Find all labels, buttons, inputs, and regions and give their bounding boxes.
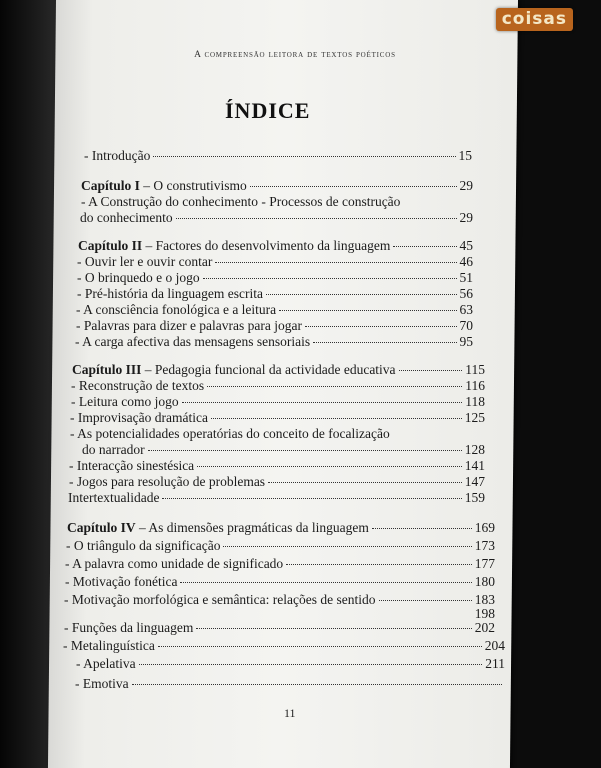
toc-chapter-title: – As dimensões pragmáticas da linguagem [135,520,369,535]
toc-leader-dots [268,482,462,483]
toc-entry-page: 95 [459,334,473,349]
toc-entry-page: 15 [458,148,472,163]
toc-entry [71,378,485,394]
toc-entry-page: 180 [474,574,495,589]
toc-entry-page: 159 [464,490,485,505]
toc-leader-dots [162,498,461,499]
toc-entry [64,620,495,636]
toc-leader-dots [211,418,462,419]
toc-entry [82,442,485,458]
toc-entry-label: - Jogos para resolução de problemas [69,474,266,489]
toc-leader-dots [250,186,457,187]
toc-entry-label: - O brinquedo e o jogo [77,270,200,285]
toc-entry [65,574,495,590]
toc-entry-page: 51 [459,270,473,285]
toc-entry-page: 29 [459,178,473,193]
toc-leader-dots [176,218,457,219]
toc-entry-label: - Interacção sinestésica [69,458,195,473]
toc-entry-label: Intertextualidade [68,490,160,505]
toc-entry [68,490,485,506]
toc-entry-label: - Metalinguística [63,638,155,653]
toc-entry-label: - A consciência fonológica e a leitura [76,302,277,317]
toc-entry-label: do conhecimento [80,210,173,225]
toc-entry-page: 125 [464,410,485,425]
toc-entry [69,474,485,490]
toc-entry-label: - Leitura como jogo [71,394,179,409]
toc-entry [76,656,505,672]
toc-leader-dots [158,646,482,647]
toc-entry-page: 141 [464,458,485,473]
toc-entry-label: - Reconstrução de textos [71,378,205,393]
toc-leader-dots [203,278,457,279]
toc-entry-label: - A carga afectiva das mensagens sensoriais [75,334,311,349]
toc-chapter-label: Capítulo I [81,178,140,193]
toc-entry [76,302,473,318]
toc-leader-dots [393,246,456,247]
toc-entry [77,254,473,270]
toc-entry-page: 169 [474,520,495,535]
toc-entry-label: - A palavra como unidade de significado [65,556,284,571]
toc-leader-dots [223,546,471,547]
toc-leader-dots [132,684,502,685]
toc-entry-label: - Motivação fonética [65,574,178,589]
toc-leader-dots [196,628,471,629]
toc-entry-label: - Funções da linguagem [64,620,194,635]
toc-leader-dots [153,156,455,157]
toc-chapter-title: – Factores do desenvolvimento da linguagem [142,238,391,253]
toc-leader-dots [379,600,472,601]
toc-leader-dots [305,326,457,327]
toc-chapter-label: Capítulo II [78,238,143,253]
toc-entry-page: 118 [465,394,485,409]
toc-chapter-entry [78,238,473,254]
toc-leader-dots [286,564,472,565]
toc-leader-dots [266,294,457,295]
toc-entry [77,270,473,286]
toc-entry-page: 116 [465,378,485,393]
toc-entry-label: - Pré-história da linguagem escrita [77,286,263,301]
toc-entry-label-line1: - As potencialidades operatórias do conceito de focalização [70,426,390,441]
page-number: 11 [284,706,296,720]
toc-leader-dots [180,582,471,583]
toc-entry-label: - Apelativa [76,656,136,671]
toc-leader-dots [182,402,463,403]
toc-entry-label: - Motivação morfológica e semântica: relações de sentido [64,592,376,607]
toc-chapter-label: Capítulo IV [67,520,136,535]
toc-leader-dots [148,450,462,451]
running-head: A compreensão leitora de textos poéticos [194,50,396,60]
toc-entry-label: - Introdução [84,148,151,163]
toc-entry-label: - Ouvir ler e ouvir contar [77,254,213,269]
toc-entry [75,676,505,692]
toc-entry-page: 45 [459,238,473,253]
toc-chapter-title: – Pedagogia funcional da actividade educativa [141,362,396,377]
toc-entry-label: - O triângulo da significação [66,538,221,553]
toc-entry [80,210,473,226]
toc-entry [75,334,473,350]
toc-entry-page: 202 [474,620,495,635]
toc-entry-page: 46 [459,254,473,269]
toc-leader-dots [313,342,456,343]
toc-entry [70,410,485,426]
toc-entry [76,318,473,334]
toc-entry [71,394,485,410]
toc-leader-dots [372,528,472,529]
toc-leader-dots [207,386,462,387]
toc-entry [63,638,505,654]
toc-entry-page: 147 [464,474,485,489]
toc-leader-dots [139,664,483,665]
toc-entry-page: 70 [459,318,473,333]
toc-entry-page: 115 [465,362,485,377]
toc-entry-label: - Emotiva [75,676,129,691]
toc-entry-label: - Improvisação dramática [70,410,208,425]
toc-entry-page: 183 [474,592,495,607]
toc-chapter-title: – O construtivismo [139,178,247,193]
toc-leader-dots [215,262,456,263]
toc-leader-dots [279,310,456,311]
toc-entry-page: 128 [464,442,485,457]
toc-entry-page: 173 [474,538,495,553]
toc-entry-label: do narrador [82,442,145,457]
toc-entry-page: 56 [459,286,473,301]
toc-chapter-entry [81,178,473,194]
toc-entry-page: 63 [459,302,473,317]
toc-entry-page: 29 [459,210,473,225]
toc-chapter-entry [67,520,495,536]
toc-entry-page: 211 [485,656,505,671]
page-title: ÍNDICE [225,98,311,123]
toc-entry [65,556,495,572]
toc-entry [77,286,473,302]
toc-entry [66,538,495,554]
toc-entry-label: - Palavras para dizer e palavras para jogar [76,318,302,333]
toc-chapter-entry [72,362,485,378]
toc-leader-dots [197,466,462,467]
toc-entry [84,148,472,164]
toc-entry [69,458,485,474]
toc-entry-label-line1: - A Construção do conhecimento - Processos de construção [81,194,401,209]
toc-chapter-label: Capítulo III [72,362,142,377]
toc-entry-page: 198 [474,606,495,621]
watermark-logo: coisas [496,8,573,31]
toc-entry-page: 204 [484,638,505,653]
toc-entry-page: 177 [474,556,495,571]
toc-leader-dots [399,370,463,371]
